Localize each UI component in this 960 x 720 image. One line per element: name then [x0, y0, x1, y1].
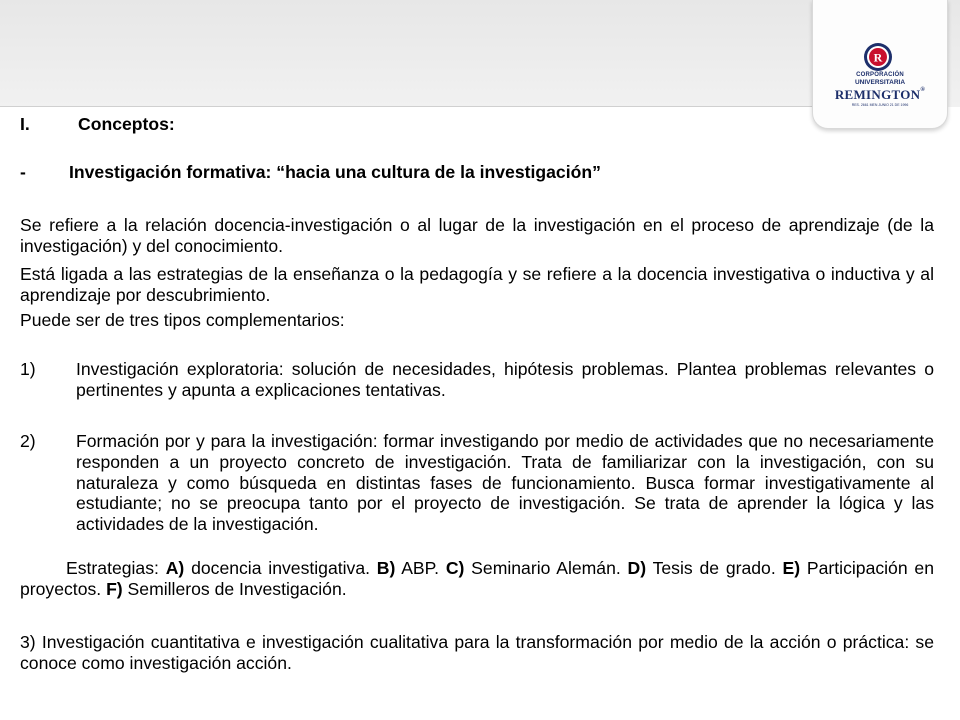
strategy-letter-d: D) — [627, 558, 647, 578]
strategies-intro: Estrategias: — [66, 558, 166, 578]
section-title: Conceptos: — [78, 114, 175, 134]
list-item-text: Investigación exploratoria: solución de necesidades, hipótesis problemas. Plantea problemas relevantes o pertinentes y apunta a explicaciones tentativas. — [76, 359, 934, 400]
paragraph-strategies-link: Está ligada a las estrategias de la enseñanza o la pedagogía y se refiere a la docencia investigativa o inductiva y al aprendizaje por descubrimiento. — [20, 264, 934, 305]
strategy-text-f: Semilleros de Investigación. — [122, 578, 347, 599]
remington-emblem-icon — [863, 42, 893, 72]
strategy-text-e: Participación en proyectos. — [20, 558, 934, 599]
strategy-letter-c: C) — [445, 558, 465, 578]
strategy-letter-b: B) — [376, 558, 396, 578]
paragraph-definition: Se refiere a la relación docencia-investigación o al lugar de la investigación en el proceso de aprendizaje (de la investigación) y del conocimiento. — [20, 215, 934, 256]
strategy-text-d: Tesis de grado. — [646, 558, 783, 578]
university-logo — [812, 0, 948, 129]
subsection-heading — [20, 162, 601, 183]
strategy-letter-a: A) — [165, 558, 185, 578]
subsection-title: Investigación formativa: “hacia una cultura de la investigación” — [69, 162, 601, 182]
emblem-letter: R — [873, 50, 883, 65]
header-divider — [0, 106, 812, 107]
strategy-text-c: Seminario Alemán. — [464, 558, 628, 578]
logo-resolution-text: RES. 2661 MEN JUNIO 21 DE 1996 — [851, 103, 909, 107]
list-item-number: 2) — [20, 431, 36, 451]
logo-name: REMINGTON® — [834, 87, 926, 102]
strategy-letter-f: F) — [106, 578, 123, 599]
registered-mark: ® — [920, 87, 926, 93]
strategy-text-b: ABP. — [395, 558, 446, 578]
section-numeral: I. — [20, 114, 30, 134]
list-item-text: Formación por y para la investigación: formar investigando por medio de actividades que no necesariamente responden a un proyecto concreto de investigación. Trata de familiarizar con la investigación, con su naturaleza y como búsqueda en distintas fases de funcionamiento. Busca formar investigativamente al estudiante; no se preocupa tanto por el proyecto de investigación. Se trata de aprender la lógica y las actividades de la investigación. — [76, 431, 934, 535]
section-heading — [20, 114, 175, 135]
strategy-letter-e: E) — [782, 558, 801, 578]
list-item-number: 1) — [20, 359, 36, 379]
strategy-text-a: docencia investigativa. — [184, 558, 377, 578]
list-item — [20, 431, 934, 535]
logo-line-universitaria: UNIVERSITARIA — [854, 79, 906, 86]
strategies-paragraph — [20, 558, 934, 600]
final-paragraph: 3) Investigación cuantitativa e investigación cualitativa para la transformación por medio de la acción o práctica: se conoce como investigación acción. — [20, 632, 934, 673]
subsection-dash: - — [20, 162, 26, 182]
paragraph-types-intro: Puede ser de tres tipos complementarios: — [20, 310, 345, 330]
logo-line-corporacion: CORPORACIÓN — [856, 72, 904, 78]
list-item — [20, 359, 934, 401]
